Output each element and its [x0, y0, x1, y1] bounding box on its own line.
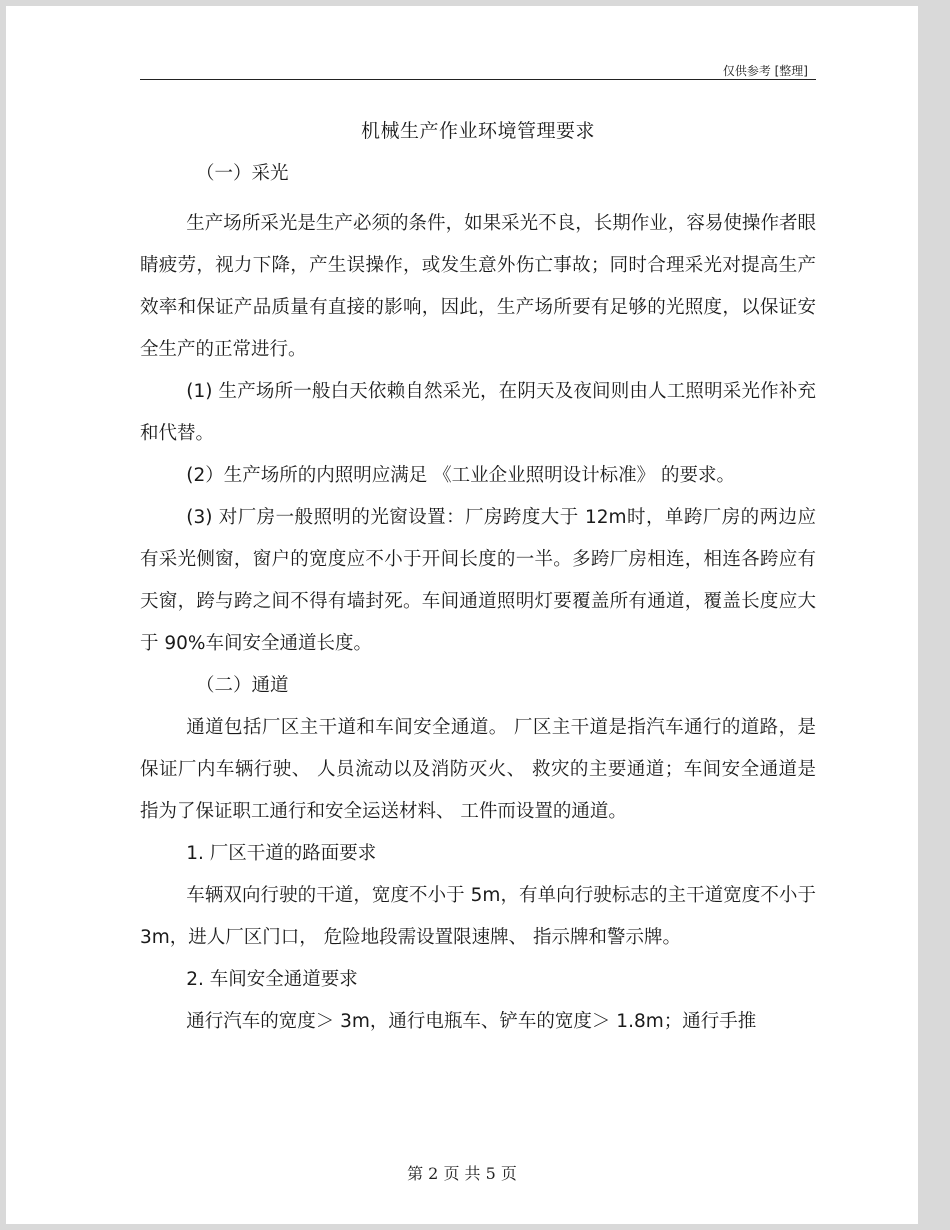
list-item-3: (3) 对厂房一般照明的光窗设置：厂房跨度大于 12m时，单跨厂房的两边应有采光侧窗，窗户的宽度应不小于开间长度的一半。多跨厂房相连，相连各跨应有天窗，跨与跨之间不得有墙封死。车间通道照明灯要覆盖所有通道，覆盖长度应大于 90%车间安全通道长度。: [140, 507, 816, 654]
header-divider: [140, 79, 816, 80]
section-heading-passage: （二）通道: [196, 675, 289, 696]
list-item-2: (2）生产场所的内照明应满足 《工业企业照明设计标准》 的要求。: [186, 465, 736, 486]
subheading-workshop-passage: 2. 车间安全通道要求: [186, 969, 358, 990]
paragraph-passage-width: 通行汽车的宽度＞ 3m，通行电瓶车、铲车的宽度＞ 1.8m；通行手推: [186, 1011, 757, 1032]
header-note: 仅供参考 [整理]: [722, 64, 808, 78]
paragraph-lighting-intro: 生产场所采光是生产必须的条件，如果采光不良，长期作业，容易使操作者眼睛疲劳，视力下降，产生误操作，或发生意外伤亡事故；同时合理采光对提高生产效率和保证产品质量有直接的影响，因此，生产场所要有足够的光照度，以保证安全生产的正常进行。: [140, 213, 816, 360]
document-page: [6, 6, 918, 1224]
subheading-road-surface: 1. 厂区干道的路面要求: [186, 843, 377, 864]
list-item-1: (1) 生产场所一般白天依赖自然采光，在阴天及夜间则由人工照明采光作补充和代替。: [140, 381, 816, 444]
paragraph-road-width: 车辆双向行驶的干道，宽度不小于 5m，有单向行驶标志的主干道宽度不小于 3m，进人厂区门口， 危险地段需设置限速牌、 指示牌和警示牌。: [140, 885, 816, 948]
document-body: [140, 116, 816, 1043]
paragraph-passage-intro: 通道包括厂区主干道和车间安全通道。 厂区主干道是指汽车通行的道路，是保证厂内车辆行驶、 人员流动以及消防灭火、 救灾的主要通道；车间安全通道是指为了保证职工通行和安全运送材料、 工件而设置的通道。: [140, 717, 816, 822]
section-heading-lighting: （一）采光: [196, 163, 289, 184]
page-number-footer: 第 2 页 共 5 页: [407, 1164, 517, 1183]
document-title: 机械生产作业环境管理要求: [360, 120, 595, 142]
